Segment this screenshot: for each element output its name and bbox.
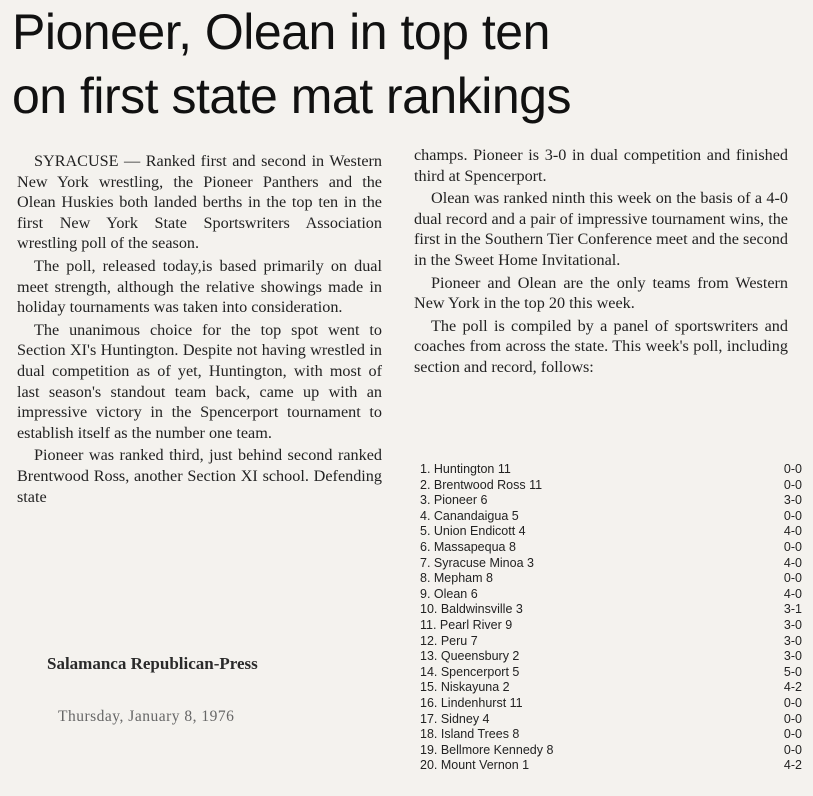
ranking-record: 0-0 xyxy=(783,727,802,742)
ranking-team: 4. Canandaigua 5 xyxy=(420,508,519,523)
publication-credit: Salamanca Republican-Press xyxy=(47,654,258,673)
ranking-row xyxy=(414,478,802,494)
ranking-record: 3-0 xyxy=(783,633,802,648)
ranking-row xyxy=(414,649,802,665)
ranking-team: 13. Queensbury 2 xyxy=(420,649,520,664)
ranking-team: 14. Spencerport 5 xyxy=(420,664,520,679)
ranking-record: 0-0 xyxy=(783,571,802,586)
ranking-record: 3-0 xyxy=(783,617,802,632)
article-column-left xyxy=(17,151,382,509)
ranking-team: 9. Olean 6 xyxy=(420,586,478,601)
ranking-team: 10. Baldwinsville 3 xyxy=(420,602,523,617)
paragraph: Pioneer and Olean are the only teams from Western New York in the top 20 this week. xyxy=(414,273,788,313)
article-column-right xyxy=(414,145,788,380)
ranking-row xyxy=(414,493,802,509)
ranking-row xyxy=(414,680,802,696)
ranking-team: 2. Brentwood Ross 11 xyxy=(420,477,543,492)
ranking-record: 5-0 xyxy=(783,664,802,679)
paragraph: Pioneer was ranked third, just behind second ranked Brentwood Ross, another Section XI school. Defending state xyxy=(17,446,382,506)
ranking-record: 4-0 xyxy=(783,586,802,601)
ranking-row xyxy=(414,571,802,587)
ranking-record: 0-0 xyxy=(783,539,802,554)
ranking-record: 4-0 xyxy=(783,555,802,570)
headline xyxy=(12,0,802,128)
headline-line-1: Pioneer, Olean in top ten xyxy=(12,4,550,60)
ranking-team: 12. Peru 7 xyxy=(420,633,478,648)
ranking-team: 17. Sidney 4 xyxy=(420,711,490,726)
ranking-record: 3-1 xyxy=(783,602,802,617)
ranking-team: 20. Mount Vernon 1 xyxy=(420,758,530,773)
ranking-record: 0-0 xyxy=(783,508,802,523)
ranking-row xyxy=(414,634,802,650)
rankings-list xyxy=(414,462,802,774)
ranking-row xyxy=(414,587,802,603)
paragraph: The poll is compiled by a panel of sportswriters and coaches from across the state. This week's poll, including section and record, follows: xyxy=(414,316,788,376)
ranking-team: 6. Massapequa 8 xyxy=(420,539,516,554)
ranking-row xyxy=(414,509,802,525)
ranking-team: 8. Mepham 8 xyxy=(420,571,493,586)
ranking-record: 0-0 xyxy=(783,695,802,710)
ranking-record: 0-0 xyxy=(783,462,802,476)
ranking-team: 1. Huntington 11 xyxy=(420,462,511,476)
paragraph: champs. Pioneer is 3-0 in dual competition and finished third at Spencerport. xyxy=(414,146,788,185)
ranking-team: 5. Union Endicott 4 xyxy=(420,524,526,539)
ranking-team: 19. Bellmore Kennedy 8 xyxy=(420,742,554,757)
ranking-record: 0-0 xyxy=(783,711,802,726)
ranking-team: 11. Pearl River 9 xyxy=(420,617,513,632)
paragraph: The unanimous choice for the top spot went to Section XI's Huntington. Despite not having wrestled in dual competition as of yet, Huntington, with most of last season's standout team back, came up with an impressive victory in the Spencerport tournament to establish itself as the number one team. xyxy=(17,320,382,442)
ranking-team: 7. Syracuse Minoa 3 xyxy=(420,555,534,570)
ranking-record: 4-2 xyxy=(783,758,802,773)
headline-line-2: on first state mat rankings xyxy=(12,68,571,124)
paragraph: Olean was ranked ninth this week on the basis of a 4-0 dual record and a pair of impressive tournament wins, the first in the Southern Tier Conference meet and the second in the Sweet Home Invitational. xyxy=(414,189,788,269)
ranking-row xyxy=(414,602,802,618)
paragraph: SYRACUSE — Ranked first and second in Western New York wrestling, the Pioneer Panthers and the Olean Huskies both landed berths in the top ten in the first New York State Sportswriters Association wrestling poll of the season. xyxy=(17,152,382,253)
ranking-record: 4-0 xyxy=(783,524,802,539)
ranking-record: 0-0 xyxy=(783,742,802,757)
paragraph: The poll, released today,is based primarily on dual meet strength, although the relative showings made in holiday tournaments was taken into consideration. xyxy=(17,256,382,317)
ranking-row xyxy=(414,524,802,540)
ranking-row xyxy=(414,665,802,681)
ranking-team: 3. Pioneer 6 xyxy=(420,493,488,508)
ranking-record: 3-0 xyxy=(783,493,802,508)
ranking-record: 3-0 xyxy=(783,649,802,664)
ranking-team: 18. Island Trees 8 xyxy=(420,727,520,742)
ranking-row xyxy=(414,462,802,478)
publication-date: Thursday, January 8, 1976 xyxy=(58,708,235,725)
ranking-row xyxy=(414,727,802,743)
ranking-record: 0-0 xyxy=(783,477,802,492)
ranking-row xyxy=(414,618,802,634)
ranking-team: 16. Lindenhurst 11 xyxy=(420,695,523,710)
ranking-row xyxy=(414,540,802,556)
ranking-row xyxy=(414,556,802,572)
ranking-team: 15. Niskayuna 2 xyxy=(420,680,510,695)
ranking-row xyxy=(414,743,802,759)
ranking-record: 4-2 xyxy=(783,680,802,695)
ranking-row xyxy=(414,696,802,712)
ranking-row xyxy=(414,712,802,728)
ranking-row xyxy=(414,758,802,774)
